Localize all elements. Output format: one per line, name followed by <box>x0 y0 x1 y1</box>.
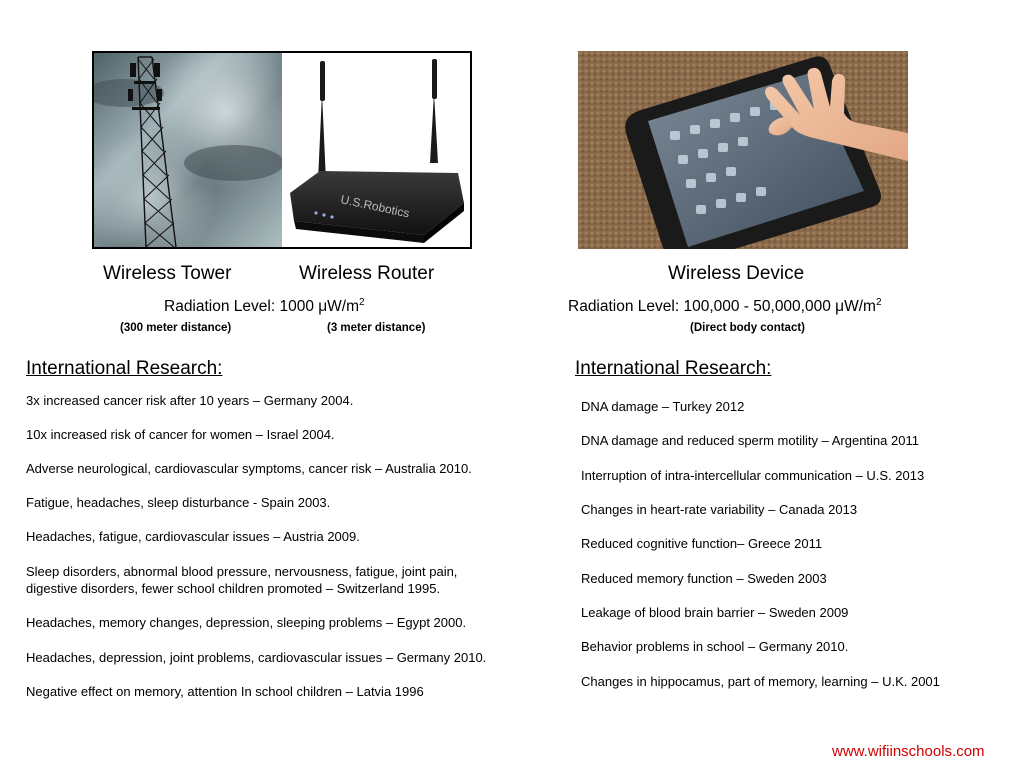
list-item: Sleep disorders, abnormal blood pressure, nervousness, fatigue, joint pain, <box>26 564 458 579</box>
list-item: 3x increased cancer risk after 10 years – Germany 2004. <box>26 393 354 408</box>
tower-router-illustration <box>94 53 470 247</box>
tower-router-photo <box>92 51 472 249</box>
list-item: Reduced cognitive function– Greece 2011 <box>581 536 823 551</box>
list-item: Changes in hippocamus, part of memory, learning – U.K. 2001 <box>581 674 940 689</box>
right-research-heading: International Research: <box>575 358 772 379</box>
list-item: Reduced memory function – Sweden 2003 <box>581 571 827 586</box>
wireless-tower-caption: Wireless Tower <box>103 263 232 284</box>
list-item: Leakage of blood brain barrier – Sweden 2009 <box>581 605 849 620</box>
tower-distance: (300 meter distance) <box>120 322 232 334</box>
list-item: 10x increased risk of cancer for women – Israel 2004. <box>26 427 335 442</box>
wireless-device-caption: Wireless Device <box>668 263 805 284</box>
list-item: Interruption of intra-intercellular communication – U.S. 2013 <box>581 468 925 483</box>
list-item: Negative effect on memory, attention In school children – Latvia 1996 <box>26 684 424 699</box>
website-link[interactable]: www.wifiinschools.com <box>832 743 985 760</box>
list-item: Headaches, memory changes, depression, sleeping problems – Egypt 2000. <box>26 615 467 630</box>
tablet-illustration <box>578 51 908 249</box>
list-item: Changes in heart-rate variability – Canada 2013 <box>581 502 858 517</box>
list-item: DNA damage – Turkey 2012 <box>581 399 745 414</box>
device-distance: (Direct body contact) <box>690 322 806 334</box>
wireless-router-caption: Wireless Router <box>299 263 435 284</box>
list-item: Fatigue, headaches, sleep disturbance - Spain 2003. <box>26 495 331 510</box>
router-brand-label: U.S.Robotics <box>339 192 411 221</box>
left-radiation-level: Radiation Level: 1000 $\mu W/m^2$ <box>164 297 365 316</box>
tablet-photo <box>578 51 908 249</box>
list-item: Adverse neurological, cardiovascular symptoms, cancer risk – Australia 2010. <box>26 461 472 476</box>
left-research-heading: International Research: <box>26 358 223 379</box>
list-item: Behavior problems in school – Germany 2010. <box>581 639 849 654</box>
list-item: digestive disorders, fewer school children promoted – Switzerland 1995. <box>26 581 441 596</box>
list-item: Headaches, depression, joint problems, cardiovascular issues – Germany 2010. <box>26 650 487 665</box>
list-item: Headaches, fatigue, cardiovascular issues – Austria 2009. <box>26 529 360 544</box>
list-item: DNA damage and reduced sperm motility – Argentina 2011 <box>581 433 919 448</box>
router-distance: (3 meter distance) <box>327 322 426 334</box>
right-radiation-level: Radiation Level: 100,000 - 50,000,000 $\mu W/m^2$ <box>568 297 882 316</box>
